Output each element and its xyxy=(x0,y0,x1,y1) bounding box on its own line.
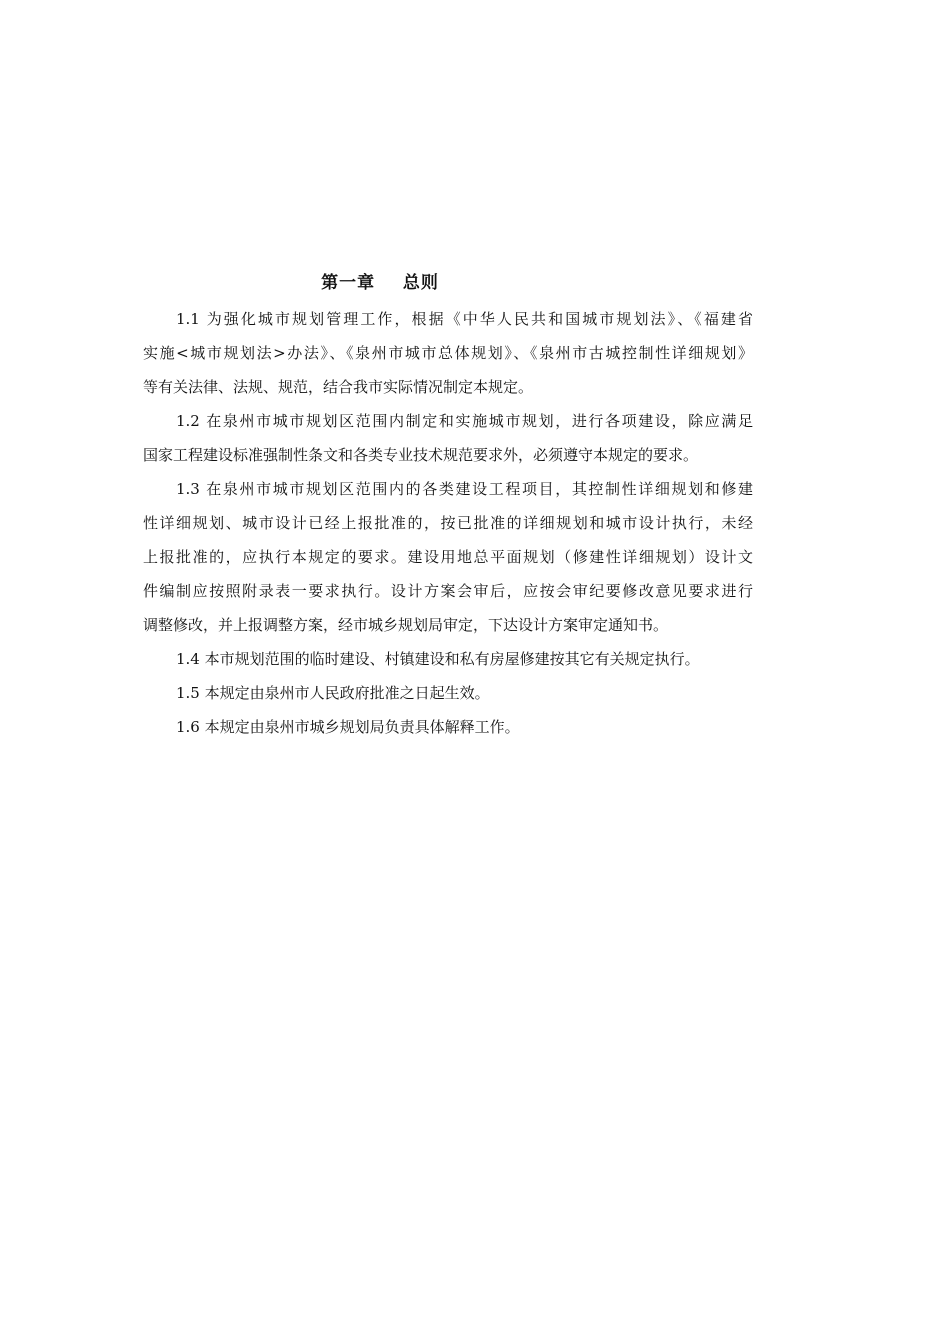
paragraph-1-2 xyxy=(143,404,753,472)
paragraph-line: 1.6 本规定由泉州市城乡规划局负责具体解释工作。 xyxy=(176,718,520,736)
paragraph-line: 1.2 在泉州市城市规划区范围内制定和实施城市规划，进行各项建设，除应满足 xyxy=(176,412,753,430)
paragraph-line: 1.5 本规定由泉州市人民政府批准之日起生效。 xyxy=(176,684,490,702)
paragraph-line: 调整修改，并上报调整方案，经市城乡规划局审定，下达设计方案审定通知书。 xyxy=(143,616,669,634)
paragraph-1-6 xyxy=(143,710,753,744)
chapter-body xyxy=(143,302,753,744)
paragraph-line: 性详细规划、城市设计已经上报批准的，按已批准的详细规划和城市设计执行，未经 xyxy=(143,514,753,532)
paragraph-1-5 xyxy=(143,676,753,710)
paragraph-line: 1.4 本市规划范围的临时建设、村镇建设和私有房屋修建按其它有关规定执行。 xyxy=(176,650,700,668)
paragraph-1-1 xyxy=(143,302,753,404)
chapter-title: 第一章 总则 xyxy=(321,273,439,293)
paragraph-line: 等有关法律、法规、规范，结合我市实际情况制定本规定。 xyxy=(143,378,534,396)
paragraph-line: 1.1 为强化城市规划管理工作，根据《中华人民共和国城市规划法》、《福建省 xyxy=(176,310,753,328)
paragraph-1-3 xyxy=(143,472,753,642)
paragraph-line: 1.3 在泉州市城市规划区范围内的各类建设工程项目，其控制性详细规划和修建 xyxy=(176,480,753,498)
paragraph-line: 上报批准的，应执行本规定的要求。建设用地总平面规划（修建性详细规划）设计文 xyxy=(143,548,753,566)
paragraph-line: 实施<城市规划法>办法》、《泉州市城市总体规划》、《泉州市古城控制性详细规划》 xyxy=(143,344,753,362)
paragraph-line: 件编制应按照附录表一要求执行。设计方案会审后，应按会审纪要修改意见要求进行 xyxy=(143,582,753,600)
paragraph-1-4 xyxy=(143,642,753,676)
paragraph-line: 国家工程建设标准强制性条文和各类专业技术规范要求外，必须遵守本规定的要求。 xyxy=(143,446,699,464)
